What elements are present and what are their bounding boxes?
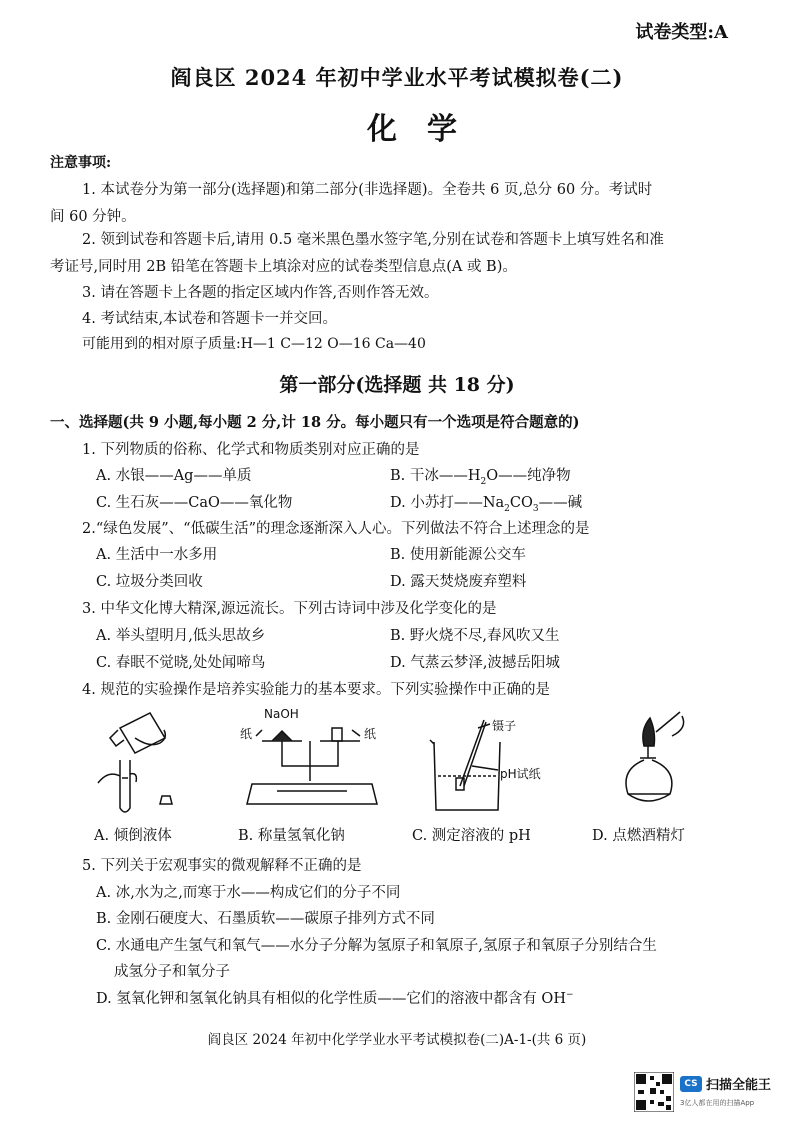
- figure-ph-test: [420, 706, 570, 821]
- notice-heading: 注意事项:: [50, 155, 112, 171]
- notice-line-1: 1. 本试卷分为第一部分(选择题)和第二部分(非选择题)。全卷共 6 页,总分 60 分。考试时: [82, 182, 653, 198]
- q1-option-a: A. 水银——Ag——单质: [96, 468, 252, 484]
- figure-lighting-lamp: [610, 708, 700, 818]
- subject-title: 化学: [367, 112, 487, 147]
- figure-weighing-naoh: [232, 706, 392, 821]
- atomic-mass-note: 可能用到的相对原子质量:H—1 C—12 O—16 Ca—40: [82, 336, 426, 352]
- q5-stem: 5. 下列关于宏观事实的微观解释不正确的是: [82, 858, 362, 874]
- q2-option-a: A. 生活中一水多用: [96, 547, 218, 563]
- camscanner-name: 扫描全能王: [706, 1078, 772, 1093]
- part1-title: 第一部分(选择题 共 18 分): [279, 374, 515, 396]
- label-paper-right: 纸: [364, 727, 377, 741]
- q5-option-b: B. 金刚石硬度大、石墨质软——碳原子排列方式不同: [96, 911, 435, 927]
- q4-option-d: D. 点燃酒精灯: [592, 828, 685, 844]
- q5-option-c: C. 水通电产生氢气和氧气——水分子分解为氢原子和氧原子,氢原子和氧原子分别结合生: [96, 938, 657, 954]
- q3-stem: 3. 中华文化博大精深,源远流长。下列古诗词中涉及化学变化的是: [82, 601, 497, 617]
- q3-option-a: A. 举头望明月,低头思故乡: [96, 628, 266, 644]
- q4-option-c: C. 测定溶液的 pH: [412, 828, 531, 844]
- figure-pouring-liquid: [90, 708, 190, 818]
- label-tweezers: 镊子: [492, 719, 517, 733]
- q4-stem: 4. 规范的实验操作是培养实验能力的基本要求。下列实验操作中正确的是: [82, 682, 550, 698]
- page-footer: 阎良区 2024 年初中化学学业水平考试模拟卷(二)A-1-(共 6 页): [207, 1032, 587, 1048]
- q3-option-b: B. 野火烧不尽,春风吹又生: [390, 628, 560, 644]
- q5-option-a: A. 冰,水为之,而寒于水——构成它们的分子不同: [96, 885, 401, 901]
- camscanner-logo: CS: [680, 1076, 702, 1092]
- q5-option-c-cont: 成氢分子和氧分子: [114, 964, 230, 980]
- q2-option-b: B. 使用新能源公交车: [390, 547, 526, 563]
- notice-line-2b: 考证号,同时用 2B 铅笔在答题卡上填涂对应的试卷类型信息点(A 或 B)。: [50, 259, 517, 275]
- label-naoh: NaOH: [264, 707, 299, 721]
- q4-option-b: B. 称量氢氧化钠: [238, 828, 345, 844]
- q1-stem: 1. 下列物质的俗称、化学式和物质类别对应正确的是: [82, 442, 420, 458]
- q1-option-b: B. 干冰$——H_2O——$纯净物: [390, 468, 571, 487]
- camscanner-slogan: 3亿人都在用的扫描App: [680, 1099, 755, 1107]
- q2-option-d: D. 露天焚烧废弃塑料: [390, 574, 527, 590]
- section-heading: 一、选择题(共 9 小题,每小题 2 分,计 18 分。每小题只有一个选项是符合题意的): [50, 414, 580, 431]
- q3-option-c: C. 春眠不觉晓,处处闻啼鸟: [96, 655, 266, 671]
- label-paper-left: 纸: [240, 727, 253, 741]
- q1-option-d: D. 小苏打$——Na_2CO_3——$碱: [390, 495, 583, 514]
- q2-option-c: C. 垃圾分类回收: [96, 574, 203, 590]
- label-ph-paper: pH试纸: [500, 767, 541, 781]
- notice-line-2: 2. 领到试卷和答题卡后,请用 0.5 毫米黑色墨水签字笔,分别在试卷和答题卡上填写姓名和准: [82, 232, 664, 248]
- notice-line-1b: 间 60 分钟。: [50, 209, 136, 225]
- notice-line-3: 3. 请在答题卡上各题的指定区域内作答,否则作答无效。: [82, 285, 439, 301]
- q3-option-d: D. 气蒸云梦泽,波撼岳阳城: [390, 655, 560, 671]
- q2-stem: 2.“绿色发展”、“低碳生活”的理念逐渐深入人心。下列做法不符合上述理念的是: [82, 521, 590, 537]
- notice-line-4: 4. 考试结束,本试卷和答题卡一并交回。: [82, 311, 338, 327]
- paper-type: 试卷类型:A: [635, 22, 728, 43]
- q5-option-d: D. 氢氧化钾和氢氧化钠具有相似的化学性质——它们的溶液中都含有 OH−: [96, 990, 574, 1007]
- q4-option-a: A. 倾倒液体: [94, 828, 172, 844]
- exam-title: 阎良区 2024 年初中学业水平考试模拟卷(二): [170, 65, 624, 90]
- q1-option-c: C. 生石灰——CaO——氧化物: [96, 495, 293, 511]
- qr-code-icon: [634, 1072, 674, 1112]
